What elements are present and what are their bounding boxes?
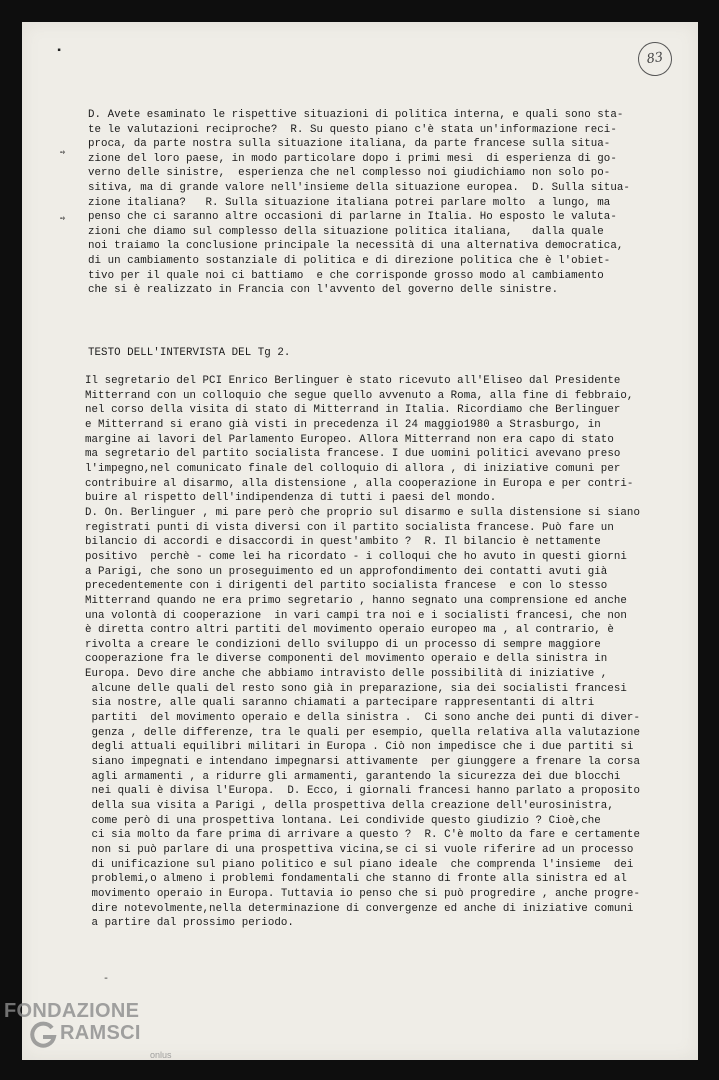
watermark-suffix: onlus: [150, 1050, 172, 1060]
ink-mark: ▪: [56, 46, 63, 57]
page-number: 83: [636, 40, 674, 78]
watermark-g-icon: [28, 1020, 58, 1050]
tg2-paragraph: Il segretario del PCI Enrico Berlinguer è stato ricevuto all'Eliseo dal Presidente Mitterrand con un colloquio che segue quello avvenuto a Roma, alla fine di febbraio, nel corso della visita di stato di Mitterrand in Italia. Ricordiamo che Berlinguer e Mitterrand si erano già visti in precedenza il 24 maggio1980 a Strasburgo, in margine ai lavori del Parlamento Europeo. Allora Mitterrand non era capo di stato ma segretario del partito socialista francese. I due uomini politici avevano preso l'impegno,nel comunicato finale del colloquio di allora , di iniziative comuni per contribuire al disarmo, alla distensione , alla cooperazione in Europa e per contri- buire al rispetto dell'indipendenza di tutti i paesi del mondo. D. On. Berlinguer , mi pare però che proprio sul disarmo e sulla distensione si siano registrati punti di vista diversi con il partito socialista francese. Può fare un bilancio di accordi e disaccordi in quest'ambito ? R. Il bilancio è nettamente positivo perchè - come lei ha ricordato - i colloqui che ho avuto in questi giorni a Parigi, che sono un proseguimento ed un approfondimento dei contatti avuti già precedentemente con i dirigenti del partito socialista francese e con lo stesso Mitterrand quando ne era primo segretario , hanno segnato una comprensione ed anche una volontà di cooperazione in vari campi tra noi e i socialisti francesi, che non è diretta contro altri partiti del movimento operaio europeo ma , al contrario, è rivolta a creare le condizioni dello sviluppo di un processo di sempre maggiore cooperazione fra le diverse componenti del movimento operaio e della sinistra in Europa. Devo dire anche che abbiamo intravisto delle possibilità di iniziative , alcune delle quali del resto sono già in preparazione, sia dei socialisti francesi sia nostre, alle quali saranno chiamati a partecipare rappresentanti di altri partiti del movimento operaio e della sinistra . Ci sono anche dei punti di diver- genza , delle differenze, tra le quali per esempio, quella relativa alla valutazione degli attuali equilibri militari in Europa . Ciò non impedisce che i due partiti si siano impegnati e intendano impegnarsi attivamente per giunggere a frenare la corsa agli armamenti , a ridurre gli armamenti, garantendo la sicurezza dei due blocchi nei quali è divisa l'Europa. D. Ecco, i giornali francesi hanno parlato a proposito della sua visita a Parigi , della prospettiva della creazione dell'eurosinistra, come però di una prospettiva lontana. Lei condivide questo giudizio ? Cioè,che ci sia molto da fare prima di arrivare a questo ? R. C'è molto da fare e certamente non si può parlare di una prospettiva vicina,se ci si vuole riferire ad un processo di unificazione sul piano politico e sul piano ideale che comprenda l'insieme dei problemi,o almeno i problemi fondamentali che stanno di fronte alla sinistra ed al movimento operaio in Europa. Tuttavia io penso che si può progredire , anche progre- dire notevolmente,nella determinazione di convergenze ed anche di iniziative comuni a partire dal prossimo periodo.: [85, 375, 640, 930]
margin-mark: ➺: [60, 148, 66, 158]
interview-paragraph: D. Avete esaminato le rispettive situazioni di politica interna, e quali sono sta- te le valutazioni reciproche? R. Su questo piano c'è stata un'informazione reci- proca, da parte nostra sulla situazione italiana, da parte francese sulla situa- zione del loro paese, in modo particolare dopo i primi mesi di esperienza di go- verno delle sinistre, esperienza che nel complesso noi giudichiamo non solo po- sitiva, ma di grande valore nell'insieme della situazione europea. D. Sulla situa- zione italiana? R. Sulla situazione italiana potrei parlare molto a lungo, ma penso che ci saranno altre occasioni di parlarne in Italia. Ho esposto le valuta- zioni che diamo sul complesso della situazione politica italiana, dalla quale noi traiamo la conclusione principale la necessità di una alternativa democratica, di un cambiamento sostanziale di politica e di direzione politica che è l'obiet- tivo per il quale noi ci battiamo e che corrisponde grosso modo al cambiamento che si è realizzato in Francia con l'avvento del governo delle sinistre.: [88, 109, 630, 297]
section-heading: TESTO DELL'INTERVISTA DEL Tg 2.: [88, 347, 291, 359]
watermark-logo: [4, 1000, 194, 1076]
watermark-line-2: RAMSCI: [60, 1022, 141, 1044]
watermark-line-1: FONDAZIONE: [4, 1000, 140, 1022]
margin-mark: ➺: [60, 214, 66, 224]
ink-dash: -: [103, 974, 110, 985]
